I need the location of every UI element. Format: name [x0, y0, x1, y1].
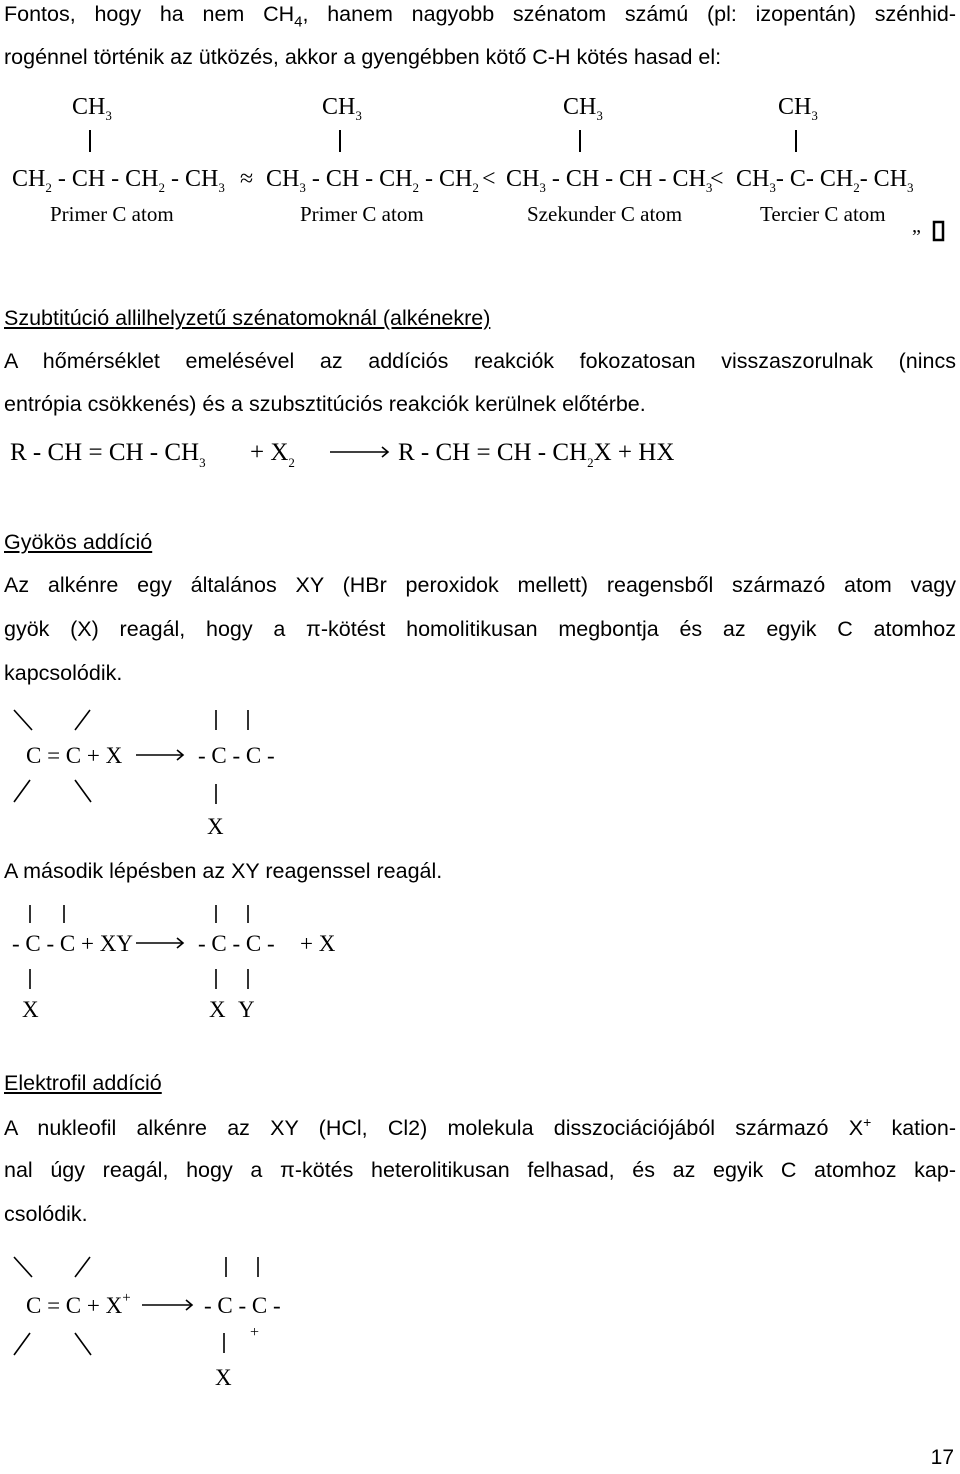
ch3-top-4: $CH_3$	[778, 94, 818, 123]
heading-allyl-substitution: Szubtitúció allilhelyzetű szénatomoknál (alkénekre)	[4, 306, 491, 330]
x-label-2: X	[22, 997, 39, 1022]
eq-product: R - CH = CH - $CH_2X$ + HX	[398, 439, 675, 470]
carbon-type-scheme	[0, 80, 960, 330]
section3-line-3: csolódik.	[4, 1202, 88, 1226]
x-label-3: X	[209, 997, 226, 1022]
chain-4: $CH_3-$ C- $CH_2-$ $CH_3$	[736, 166, 914, 195]
intro-line-2: rogénnel történik az ütközés, akkor a gyengébben kötő C-H kötés hasad el:	[4, 45, 722, 69]
label-szekunder: Szekunder C atom	[527, 202, 683, 226]
ch3-top-1: $CH_3$	[72, 94, 112, 123]
radical-product: - C - C -	[198, 743, 275, 768]
allyl-substitution-equation	[0, 430, 960, 480]
chain-1: $CH_2$ - CH - $CH_2 - CH_3$	[12, 166, 225, 195]
scheme-main-chain	[12, 166, 914, 195]
ch3-top-3: $CH_3$	[563, 94, 603, 123]
y-label: Y	[238, 997, 255, 1022]
section1-line-1: A hőmérséklet emelésével az addíciós reakciók fokozatosan visszaszorulnak (nincs	[4, 349, 956, 373]
section3-line-2: nal úgy reagál, hogy a π-kötés heterolitikusan felhasad, és az egyik C atomhoz kap-	[4, 1158, 956, 1182]
page-number: 17	[930, 1446, 954, 1469]
ch3-top-2: $CH_3$	[322, 94, 362, 123]
eq-reactant: R - CH = CH - $CH_3$	[10, 439, 206, 470]
scheme-ch3-tops	[72, 94, 818, 123]
reaction-arrow-1	[330, 447, 388, 457]
step2-text: A második lépésben az XY reagenssel reagál.	[4, 859, 443, 883]
carbocation-product: - C - C -	[204, 1293, 281, 1318]
alkene-plus-cation: C = C + X+	[26, 1290, 131, 1318]
placeholder-box-glyph	[934, 222, 943, 240]
label-tercier: Tercier C atom	[760, 202, 886, 226]
section2-line-2: gyök (X) reagál, hogy a π-kötést homolitikusan megbontja és az egyik C atomhoz	[4, 617, 956, 641]
chain-3: $CH_3$ - CH - CH - $CH_3$	[506, 166, 713, 195]
scheme-bonds	[90, 130, 796, 152]
radical-plus-xy: - C - C + XY	[12, 931, 133, 956]
heading-electrophilic-addition: Elektrofil addíció	[4, 1071, 162, 1095]
x-label-1: X	[207, 814, 224, 839]
label-primer-1: Primer C atom	[50, 202, 174, 226]
approx-sign: ≈	[240, 166, 254, 192]
section2-line-1: Az alkénre egy általános XY (HBr peroxidok mellett) reagensből származó atom vagy	[4, 573, 956, 597]
quote-mark: „	[912, 215, 921, 237]
section1-line-2: entrópia csökkenés) és a szubsztitúciós reakciók kerülnek előtérbe.	[4, 392, 646, 416]
positive-charge: +	[250, 1324, 260, 1341]
radical-addition-scheme-2	[0, 895, 400, 1025]
heading-radical-addition: Gyökös addíció	[4, 530, 153, 554]
lt-sign-2: <	[710, 166, 724, 192]
scheme-atom-labels	[50, 202, 886, 226]
chain-2: $CH_3$ - CH - $CH_2 - CH_2$	[266, 166, 479, 195]
electrophilic-addition-scheme	[0, 1245, 400, 1395]
plus-x-radical: + X	[300, 931, 336, 956]
radical-addition-scheme-1	[0, 700, 400, 840]
addition-product: - C - C -	[198, 931, 275, 956]
eq-reagent: + $X_2$	[250, 439, 295, 470]
x-label-4: X	[215, 1365, 232, 1390]
intro-line-1: Fontos, hogy ha nem $CH_4$, hanem nagyobb szénatom számú (pl: izopentán) szénhid-	[4, 2, 956, 31]
section2-line-3: kapcsolódik.	[4, 661, 123, 685]
alkene-plus-x: C = C + X	[26, 743, 123, 768]
lt-sign-1: <	[482, 166, 496, 192]
section3-line-1: A nukleofil alkénre az XY (HCl, Cl2) molekula disszociációjából származó X+ kation-	[4, 1114, 957, 1141]
label-primer-2: Primer C atom	[300, 202, 424, 226]
